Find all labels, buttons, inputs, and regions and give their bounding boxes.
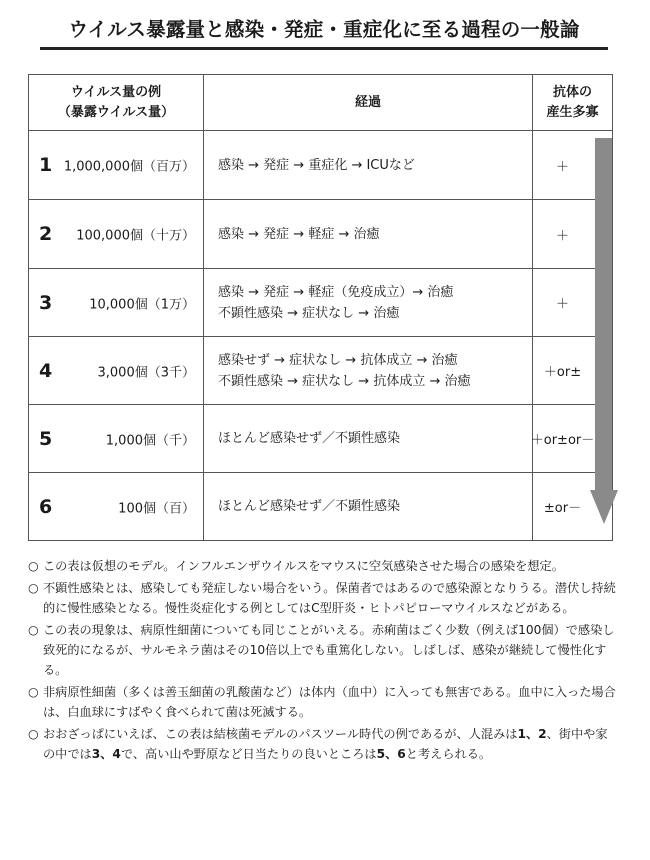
course-cell xyxy=(204,405,533,473)
course-line: 感染 → 発症 → 重症化 → ICUなど xyxy=(218,157,415,173)
note-item xyxy=(28,578,618,618)
virus-amount: 1,000,000個（百万） xyxy=(63,159,195,175)
course-cell xyxy=(204,473,533,541)
table-row xyxy=(29,473,613,541)
row-number: 6 xyxy=(39,495,53,518)
course-cell xyxy=(204,131,533,200)
antibody-level: ＋ xyxy=(555,159,569,175)
course-line: ほとんど感染せず／不顕性感染 xyxy=(218,431,401,446)
note-item xyxy=(28,556,618,576)
bullet-icon: ○ xyxy=(28,623,39,637)
row-number: 3 xyxy=(39,291,53,314)
note-text-part: で、高い山や野原など日当たりの良いところは xyxy=(120,747,377,761)
note-text xyxy=(43,727,608,761)
arrow-shaft xyxy=(595,138,612,492)
page-title: ウイルス暴露量と感染・発症・重症化に至る過程の一般論 xyxy=(40,14,608,50)
table-header-row xyxy=(29,75,613,131)
notes-list xyxy=(28,556,618,766)
arrow-head xyxy=(590,490,618,524)
note-item xyxy=(28,620,618,680)
antibody-level: ＋ xyxy=(555,297,569,312)
course-line: 不顕性感染 → 症状なし → 治癒 xyxy=(218,305,400,321)
virus-exposure-table xyxy=(28,74,613,541)
header-virus-amount-line1: ウイルス量の例 xyxy=(70,84,162,100)
bullet-icon: ○ xyxy=(28,559,39,573)
note-text: 非病原性細菌（多くは善玉細菌の乳酸菌など）は体内（血中）に入っても無害である。血中に入った場合は、白血球にすばやく食べられて菌は死滅する。 xyxy=(43,685,616,719)
bullet-icon: ○ xyxy=(28,581,39,595)
antibody-level: ＋or±or－ xyxy=(530,433,595,448)
bullet-icon: ○ xyxy=(28,727,39,741)
table-row xyxy=(29,131,613,200)
course-line: 感染 → 発症 → 軽症 → 治癒 xyxy=(218,226,380,242)
header-virus-amount-line2: （暴露ウイルス量） xyxy=(57,104,175,120)
course-line: 感染せず → 症状なし → 抗体成立 → 治癒 xyxy=(218,352,458,368)
course-line: ほとんど感染せず／不顕性感染 xyxy=(218,499,401,514)
header-antibody-line2: 産生多寡 xyxy=(546,104,599,120)
row-number: 4 xyxy=(39,359,53,382)
note-text-part: と考えられる。 xyxy=(405,747,492,761)
note-highlight: 3、4 xyxy=(91,747,121,761)
row-number: 1 xyxy=(39,154,53,176)
note-text: この表の現象は、病原性細菌についても同じことがいえる。赤痢菌はごく少数（例えば100個）で感染し致死的になるが、サルモネラ菌はその10倍以上でも重篤化しない。しばしば、感染が継続して慢性化する。 xyxy=(43,623,615,677)
bullet-icon: ○ xyxy=(28,685,39,699)
table-row xyxy=(29,405,613,473)
virus-amount: 3,000個（3千） xyxy=(97,365,195,380)
antibody-level: ＋ xyxy=(555,228,569,244)
note-item xyxy=(28,724,618,764)
header-antibody xyxy=(533,75,613,131)
table-row xyxy=(29,200,613,269)
virus-amount: 100,000個（十万） xyxy=(76,228,195,244)
antibody-level: ±or－ xyxy=(543,501,582,516)
note-highlight: 1、2 xyxy=(517,727,547,741)
note-item xyxy=(28,682,618,722)
note-text-part: おおざっぱにいえば、この表は結核菌モデルのパスツール時代の例であるが、人混みは xyxy=(43,727,518,741)
course-cell xyxy=(204,269,533,337)
note-text-part: 、街中や家の中では xyxy=(43,727,608,761)
decreasing-arrow-icon xyxy=(590,138,618,524)
course-line: 不顕性感染 → 症状なし → 抗体成立 → 治癒 xyxy=(218,373,471,389)
table-row xyxy=(29,337,613,405)
row-number: 2 xyxy=(39,223,53,245)
course-cell xyxy=(204,337,533,405)
virus-amount: 1,000個（千） xyxy=(105,433,195,448)
antibody-level: ＋or± xyxy=(543,365,582,380)
row-number: 5 xyxy=(39,427,53,450)
note-text: この表は仮想のモデル。インフルエンザウイルスをマウスに空気感染させた場合の感染を想定。 xyxy=(43,559,564,573)
header-antibody-line1: 抗体の xyxy=(552,84,592,100)
note-text: 不顕性感染とは、感染しても発症しない場合をいう。保菌者ではあるので感染源となりうる。潜伏し持続的に慢性感染となる。慢性炎症化する例としてはC型肝炎・ヒトパピローマウイルスなどがある。 xyxy=(43,581,616,615)
header-course: 経過 xyxy=(204,75,533,131)
header-virus-amount xyxy=(29,75,204,131)
course-line: 感染 → 発症 → 軽症（免疫成立）→ 治癒 xyxy=(218,284,454,300)
note-highlight: 5、6 xyxy=(376,747,406,761)
virus-amount: 100個（百） xyxy=(118,501,195,516)
course-cell xyxy=(204,200,533,269)
virus-amount: 10,000個（1万） xyxy=(89,297,195,312)
table-row xyxy=(29,269,613,337)
